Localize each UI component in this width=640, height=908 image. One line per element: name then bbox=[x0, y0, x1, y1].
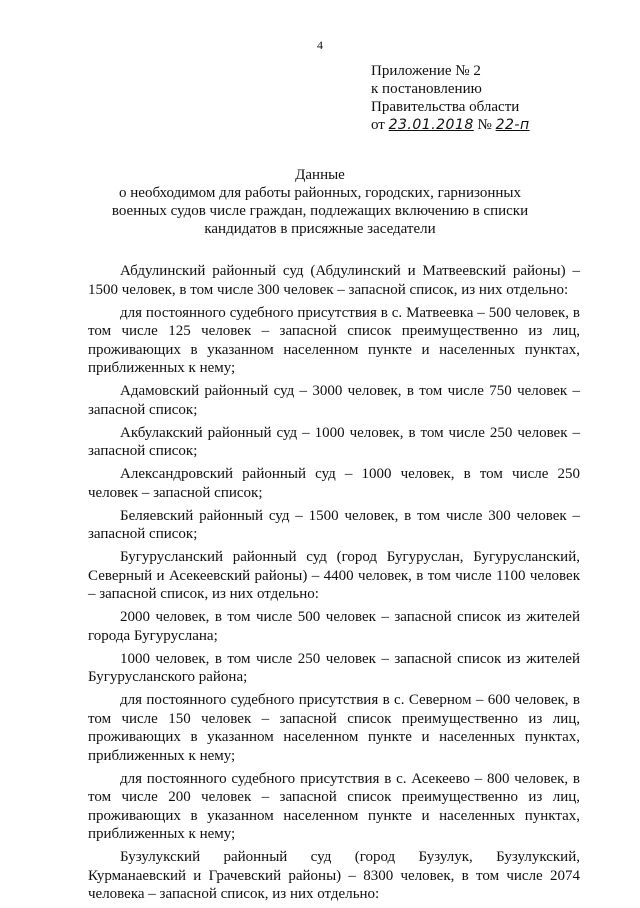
paragraph-buzuluk-court: Бузулукский районный суд (город Бузулук, Бузулукский, Курманаевский и Грачевский районы) – 8300 человек, в том числе 2074 человека – запасной список, из них отдельно: bbox=[88, 849, 580, 902]
title-line-2: о необходимом для работы районных, городских, гарнизонных bbox=[119, 185, 521, 201]
appendix-government-line: Правительства области bbox=[371, 99, 520, 115]
appendix-block bbox=[371, 62, 621, 134]
handwritten-date: 23.01.2018 bbox=[388, 117, 474, 133]
paragraph-abdulino-court: Абдулинский районный суд (Абдулинский и Матвеевский районы) – 1500 человек, в том числе 300 человек – запасной список, из них отдельно: bbox=[88, 263, 580, 298]
handwritten-number: 22-п bbox=[495, 117, 530, 133]
paragraph-adamovka-court: Адамовский районный суд – 3000 человек, в том числе 750 человек – запасной список; bbox=[88, 383, 580, 418]
paragraph-belyaevka-court: Беляевский районный суд – 1500 человек, в том числе 300 человек – запасной список; bbox=[88, 507, 580, 542]
paragraph-severnoe-presence: для постоянного судебного присутствия в с. Северном – 600 человек, в том числе 150 человек – запасной список преимущественно из лиц, проживающих в указанном населенном пункте и населенных пунктах, приближенных к нему; bbox=[88, 692, 580, 764]
paragraph-buguruslan-court: Бугурусланский районный суд (город Бугуруслан, Бугурусланский, Северный и Асекеевский районы) – 4400 человек, в том числе 1100 человек – запасной список, из них отдельно: bbox=[88, 549, 580, 602]
document-body bbox=[88, 262, 580, 908]
paragraph-asekeevo-presence: для постоянного судебного присутствия в с. Асекеево – 800 человек, в том числе 200 человек – запасной список преимущественно из лиц, проживающих в указанном населенном пункте и населенных пунктах, приближенных к нему; bbox=[88, 770, 580, 842]
appendix-decree-line: к постановлению bbox=[371, 81, 482, 97]
paragraph-matveevka-presence: для постоянного судебного присутствия в с. Матвеевка – 500 человек, в том числе 125 человек – запасной список преимущественно из лиц, проживающих в указанном населенном пункте и населенных пунктах, приближенных к нему; bbox=[88, 304, 580, 376]
paragraph-aleksandrovka-court: Александровский районный суд – 1000 человек, в том числе 250 человек – запасной список; bbox=[88, 466, 580, 501]
title-line-3: военных судов числе граждан, подлежащих включению в списки bbox=[111, 203, 529, 219]
number-prefix: № bbox=[477, 117, 492, 133]
appendix-title: Приложение № 2 bbox=[371, 63, 481, 79]
date-prefix: от bbox=[371, 117, 385, 133]
appendix-date-number-line bbox=[371, 116, 621, 134]
paragraph-buguruslan-city: 2000 человек, в том числе 500 человек – запасной список из жителей города Бугуруслана; bbox=[88, 609, 580, 644]
page-number: 4 bbox=[317, 38, 323, 52]
title-line-4: кандидатов в присяжные заседатели bbox=[204, 221, 436, 237]
title-line-1: Данные bbox=[295, 167, 345, 183]
paragraph-akbulak-court: Акбулакский районный суд – 1000 человек, в том числе 250 человек – запасной список; bbox=[88, 424, 580, 459]
document-title bbox=[80, 166, 560, 238]
paragraph-buguruslan-district: 1000 человек, в том числе 250 человек – запасной список из жителей Бугурусланского района; bbox=[88, 650, 580, 685]
